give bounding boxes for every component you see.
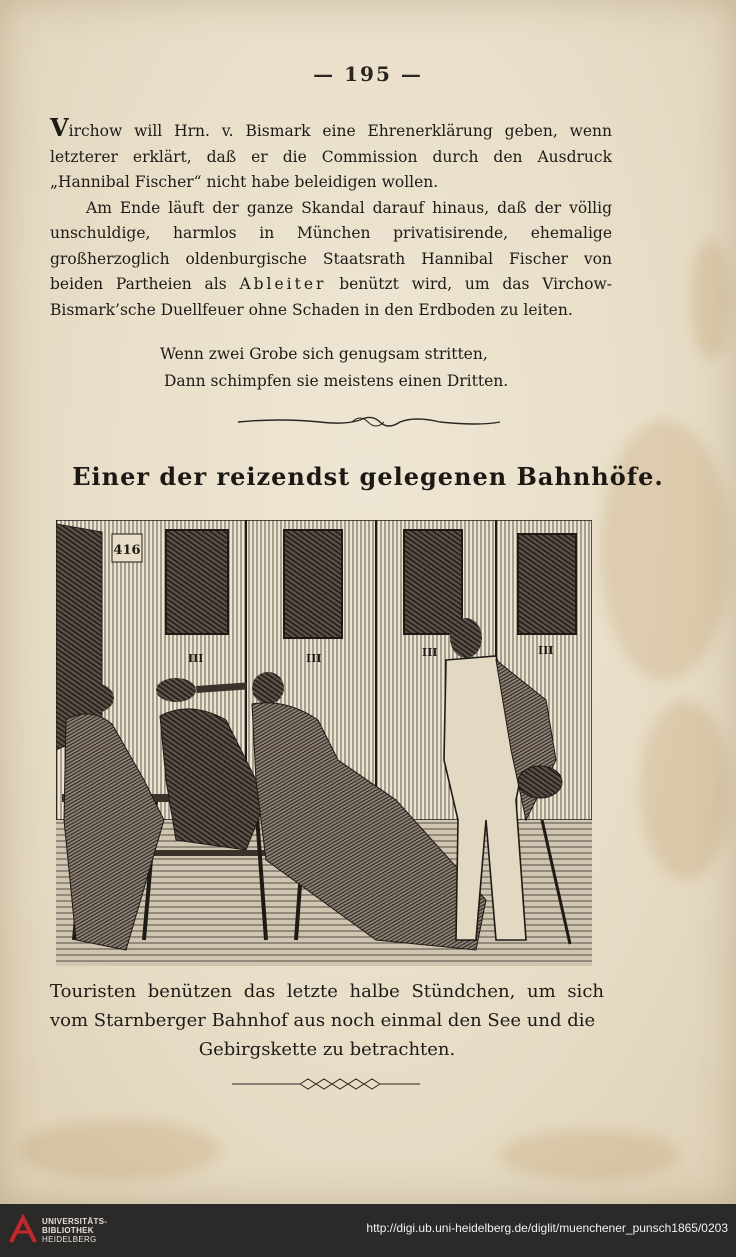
page-number: — 195 —	[313, 62, 423, 86]
library-name-line-3: HEIDELBERG	[42, 1235, 97, 1244]
illustration-caption	[50, 977, 604, 1064]
library-name-line-1: UNIVERSITÄTS-	[42, 1217, 108, 1226]
library-name	[42, 1217, 107, 1244]
paragraph-2	[50, 196, 612, 324]
drop-cap: V	[50, 113, 69, 142]
library-name-line-2: BIBLIOTHEK	[42, 1226, 94, 1235]
window-mark-4: III	[538, 644, 554, 657]
verse	[160, 341, 508, 395]
end-ornament	[0, 1074, 736, 1094]
permalink-url[interactable]: http://digi.ub.uni-heidelberg.de/diglit/muenchener_punsch1865/0203	[366, 1221, 728, 1235]
carriage-number: 416	[113, 543, 141, 558]
window-mark-3: III	[422, 646, 438, 659]
paragraph-2-text-b: benützt wird, um das Virchow-Bismark’sche Duellfeuer ohne Schaden in den Erdboden zu leiten.	[50, 275, 612, 319]
verse-line-2: Dann schimpfen sie meistens einen Dritten.	[164, 372, 509, 390]
caption-text: Touristen benützen das letzte halbe Stündchen, um sich vom Starnberger Bahnhof aus noch einmal den See und die	[50, 981, 604, 1031]
railway-engraving	[56, 520, 592, 966]
university-library-logo[interactable]	[8, 1212, 38, 1246]
body-text	[50, 115, 612, 323]
flourish-ornament	[0, 410, 736, 434]
section-heading: Einer der reizendst gelegenen Bahnhöfe.	[72, 462, 664, 491]
viewer-footer	[0, 1204, 736, 1257]
verse-line-1: Wenn zwei Grobe sich genugsam stritten,	[160, 345, 488, 363]
paragraph-2-text-a: Am Ende läuft der ganze Skandal darauf hinaus, daß der völlig unschuldige, harmlos in München privatisirende, ehemalige großherzoglich oldenburgische Staatsrath Hannibal Fischer von beiden Partheien als	[50, 198, 612, 293]
window-mark-2: III	[306, 652, 322, 665]
window-mark-1: III	[188, 652, 204, 665]
paragraph-1	[50, 115, 612, 196]
paragraph-1-text: irchow will Hrn. v. Bismark eine Ehrenerklärung geben, wenn letzterer erklärt, daß er die Commission durch den Ausdruck „Hannibal Fischer“ nicht habe beleidigen wollen.	[50, 122, 612, 191]
spaced-word: Ableiter	[239, 275, 327, 293]
caption-last-line: Gebirgskette zu betrachten.	[198, 1039, 456, 1060]
